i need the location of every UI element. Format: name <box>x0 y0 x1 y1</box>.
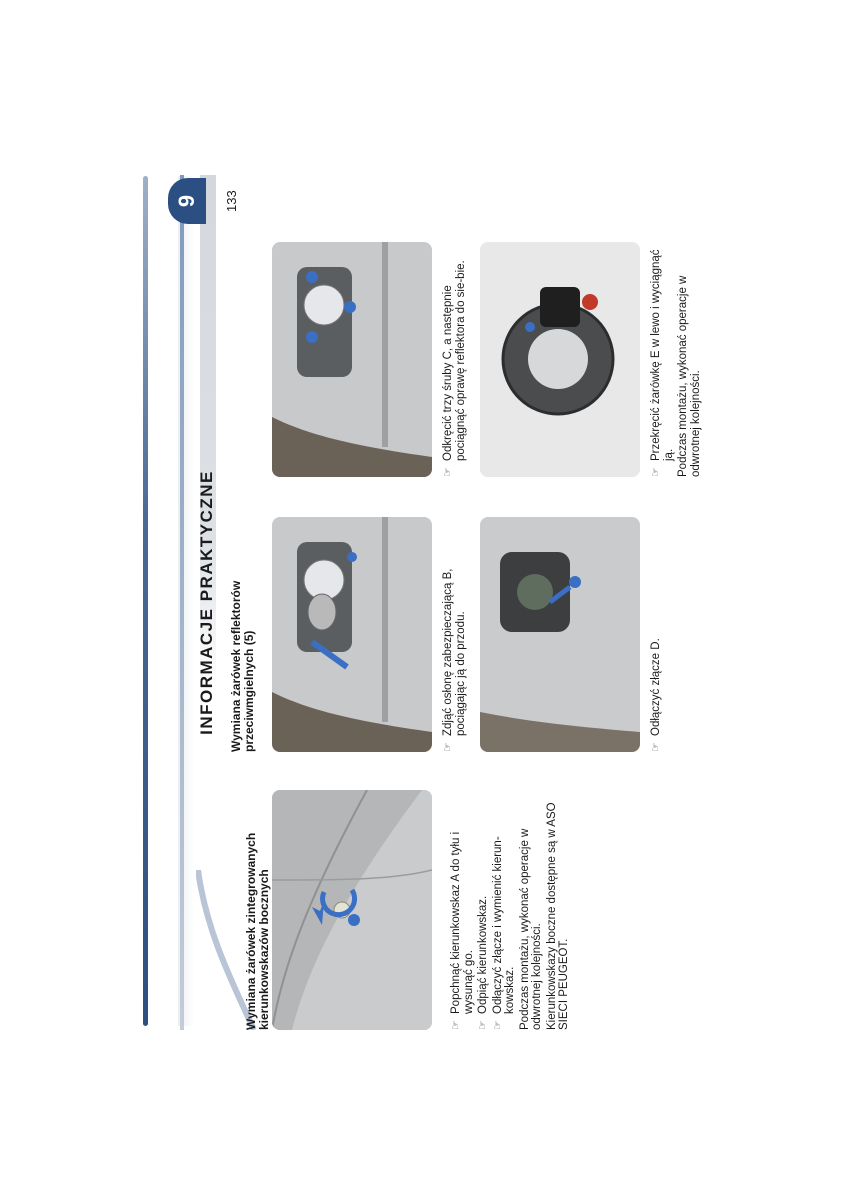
pointing-hand-icon: ☞ <box>477 1020 489 1030</box>
list-item <box>650 242 675 477</box>
fog-step-1 <box>442 517 469 752</box>
pointing-hand-icon: ☞ <box>650 467 662 477</box>
section-side-indicators-text <box>450 790 573 1030</box>
chapter-edge-line <box>143 176 148 1026</box>
pointing-hand-icon: ☞ <box>650 742 662 752</box>
bullet-text: Odkręcić trzy śruby C, a następnie pociągnąć oprawę reflektora do sie-bie. <box>442 260 467 461</box>
pointing-hand-icon: ☞ <box>450 1020 462 1030</box>
section-heading: Wymiana żarówek reflektorów przeciwmgielnych (5) <box>229 580 256 752</box>
list-item <box>650 517 663 752</box>
photo-fog-screws <box>272 242 432 477</box>
section-heading: Wymiana żarówek zintegrowanych kierunkowskazów bocznych <box>244 832 271 1030</box>
photo-fog-connector <box>480 517 640 752</box>
photo-fog-cover <box>272 517 432 752</box>
fog-step-2 <box>442 242 469 477</box>
fog-step-4 <box>650 242 704 477</box>
list-item <box>477 790 490 1030</box>
list-item <box>492 790 517 1030</box>
fog-step-3 <box>650 517 665 752</box>
list-item <box>442 517 467 752</box>
list-item <box>442 242 467 477</box>
chapter-badge: 9 <box>168 178 206 224</box>
bullet-text: Zdjąć osłonę zabezpieczającą B, pociągając ją do przodu. <box>442 568 467 736</box>
page-number: 133 <box>224 190 239 212</box>
bullet-text: Odłączyć złącze i wymienić kierun-kowskaz. <box>491 836 516 1014</box>
title-wrap <box>168 175 216 1030</box>
bullet-text: Przekręcić żarówkę E w lewo i wyciągnąć ją. <box>650 249 675 461</box>
section-side-indicators <box>245 790 271 1030</box>
note-text: Podczas montażu, wykonać operacje w odwrotnej kolejności. <box>518 828 543 1030</box>
photo-side-indicator <box>272 790 432 1030</box>
manual-page <box>174 175 710 1030</box>
pointing-hand-icon: ☞ <box>442 467 454 477</box>
photo-fog-bulb <box>480 242 640 477</box>
page-header <box>174 175 239 1030</box>
note-text: Kierunkowskazy boczne dostępne są w ASO SIECI PEUGEOT. <box>545 802 570 1030</box>
pointing-hand-icon: ☞ <box>442 742 454 752</box>
bullet-text: Popchnąć kierunkowskaz A do tyłu i wysunąć go. <box>450 831 475 1014</box>
section-fog-lamps <box>230 517 256 752</box>
list-item <box>450 790 475 1030</box>
note-text: Podczas montażu, wykonać operacje w odwrotnej kolejności. <box>677 275 702 477</box>
pointing-hand-icon: ☞ <box>491 1020 504 1030</box>
page-title: INFORMACJE PRAKTYCZNE <box>197 470 216 735</box>
bullet-text: Odłączyć złącze D. <box>650 638 662 736</box>
bullet-text: Odpiąć kierunkowskaz. <box>477 895 489 1014</box>
